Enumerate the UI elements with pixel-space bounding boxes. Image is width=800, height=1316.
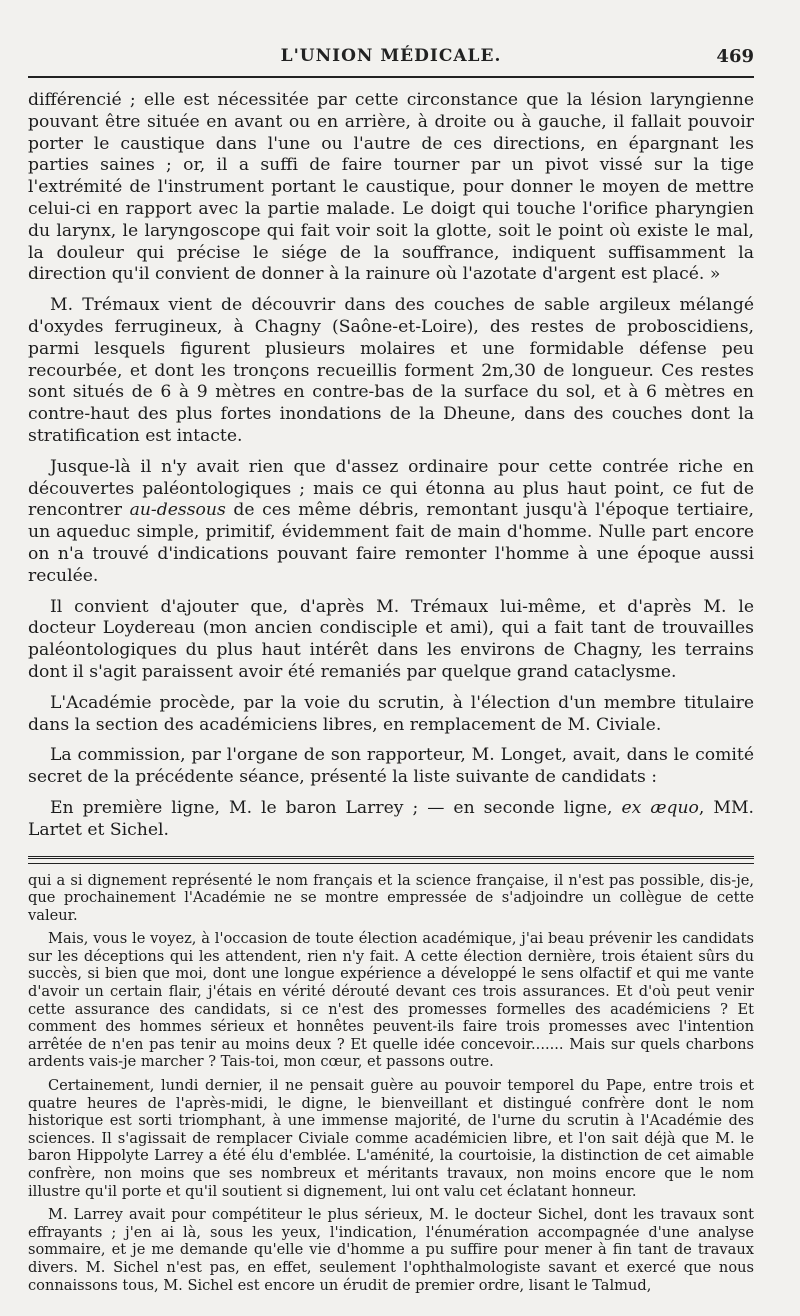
- paragraph-commission: La commission, par l'organe de son rapporteur, M. Longet, avait, dans le comité secret de la précédente séance, présenté la liste suivante de candidats :: [28, 745, 754, 788]
- candidates-text-start: En première ligne, M. le baron Larrey ; — en seconde ligne,: [50, 797, 622, 818]
- page-header: [28, 0, 754, 67]
- journal-title: L'UNION MÉDICALE.: [280, 46, 502, 66]
- aqueduct-italic: au-dessous: [129, 500, 226, 521]
- feuilleton-paragraph-2: Mais, vous le voyez, à l'occasion de toute élection académique, j'ai beau prévenir les candidats sur les déceptions qui les attendent, rien n'y fait. A cette élection dernière, trois étaient sûrs du succès, si bien que moi, dont une longue expérience a développé le sens olfactif et qui me vante d'avoir un certain flair, j'étais en vérité dérouté devant ces trois assurances. Et d'où peut venir cette assurance des candidats, si ce n'est des promesses formelles des académiciens ? Et comment des hommes sérieux et honnêtes peuvent-ils faire trois promesses avec l'intention arrêtée de n'en pas tenir au moins deux ? Et quelle idée concevoir....... Mais sur quels charbons ardents vais-je marcher ? Tais-toi, mon cœur, et passons outre.: [28, 930, 754, 1071]
- feuilleton-paragraph-1: qui a si dignement représenté le nom français et la science française, il n'est pas possible, dis-je, que prochainement l'Académie ne se montre empressée de s'adjoindre un collègue de cette valeur.: [28, 871, 754, 924]
- feuilleton-column: [28, 872, 754, 1295]
- aqueduct-text-end: de ces même débris, remontant jusqu'à l'époque tertiaire, un aqueduc simple, primitif, évidemment fait de main d'homme. Nulle part encore on n'a trouvé d'indications pouvant faire remonter l'homme à une époque aussi reculée.: [28, 500, 755, 586]
- aqueduct-text-start: Jusque-là il n'y avait rien que d'assez ordinaire pour cette contrée riche en découvertes paléontologiques ; mais ce qui étonna au plus haut point, ce fut de rencontrer: [28, 456, 754, 521]
- feuilleton-paragraph-3: Certainement, lundi dernier, il ne pensait guère au pouvoir temporel du Pape, entre trois et quatre heures de l'après-midi, le digne, le bienveillant et distingué confrère dont le nom historique est sorti triomphant, à une immense majorité, de l'urne du scrutin à l'Académie des sciences. Il s'agissait de remplacer Civiale comme académicien libre, et l'on sait déjà que M. le baron Hippolyte Larrey a été élu d'emblée. L'aménité, la courtoisie, la distinction de cet aimable confrère, non moins que ses nombreux et méritants travaux, non moins encore que le nom illustre qu'il porte et qu'il soutient si dignement, lui ont valu cet éclatant honneur.: [28, 1077, 754, 1200]
- paragraph-aqueduct: [28, 457, 754, 588]
- main-column: [28, 90, 754, 842]
- paragraph-candidates: [28, 798, 754, 842]
- candidates-text-end: , MM. Lartet et Sichel.: [28, 797, 755, 840]
- paragraph-election: L'Académie procède, par la voie du scrutin, à l'élection d'un membre titulaire dans la section des académiciens libres, en remplacement de M. Civiale.: [28, 692, 754, 735]
- paragraph-cataclysm: Il convient d'ajouter que, d'après M. Trémaux lui-même, et d'après M. le docteur Loydereau (mon ancien condisciple et ami), qui a fait tant de trouvailles paléontologiques du plus haut intérêt dans les environs de Chagny, les terrains dont il s'agit paraissent avoir été remaniés par quelque grand cataclysme.: [28, 596, 754, 682]
- paragraph-laryngeal-instrument: différencié ; elle est nécessitée par cette circonstance que la lésion laryngienne pouvant être située en avant ou en arrière, à droite ou à gauche, il fallait pouvoir porter le caustique dans l'une ou l'autre de ces directions, en épargnant les parties saines ; or, il a suffi de faire tourner par un pivot vissé sur la tige l'extrémité de l'instrument portant le caustique, pour donner le moyen de mettre celui-ci en rapport avec la partie malade. Le doigt qui touche l'orifice pharyngien du larynx, le laryngoscope qui fait voir soit la glotte, soit le point où existe le mal, la douleur qui précise le siége de la souffrance, indiquent suffisamment la direction qu'il convient de donner à la rainure où l'azotate d'argent est placé. »: [28, 90, 754, 285]
- feuilleton-paragraph-4: M. Larrey avait pour compétiteur le plus sérieux, M. le docteur Sichel, dont les travaux sont effrayants ; j'en ai là, sous les yeux, l'indication, l'énumération accompagnée d'une analyse sommaire, et je me demande qu'elle vie d'homme a pu suffire pour mener à fin tant de travaux divers. M. Sichel n'est pas, en effet, seulement l'ophthalmologiste savant et exercé que nous connaissons tous, M. Sichel est encore un érudit de premier ordre, lisant le Talmud,: [28, 1206, 754, 1294]
- feuilleton-separator: [28, 856, 754, 864]
- paragraph-tremaux-discovery: M. Trémaux vient de découvrir dans des couches de sable argileux mélangé d'oxydes ferrugineux, à Chagny (Saône-et-Loire), des restes de proboscidiens, parmi lesquels figurent plusieurs molaires et une formidable défense peu recourbée, et dont les tronçons recueillis forment 2m,30 de longueur. Ces restes sont situés de 6 à 9 mètres en contre-bas de la surface du sol, et à 6 mètres en contre-haut des plus fortes inondations de la Dheune, dans des couches dont la stratification est intacte.: [28, 295, 754, 446]
- header-rule: [28, 76, 754, 78]
- candidates-italic: ex æquo: [621, 797, 699, 818]
- page-number: 469: [716, 46, 754, 67]
